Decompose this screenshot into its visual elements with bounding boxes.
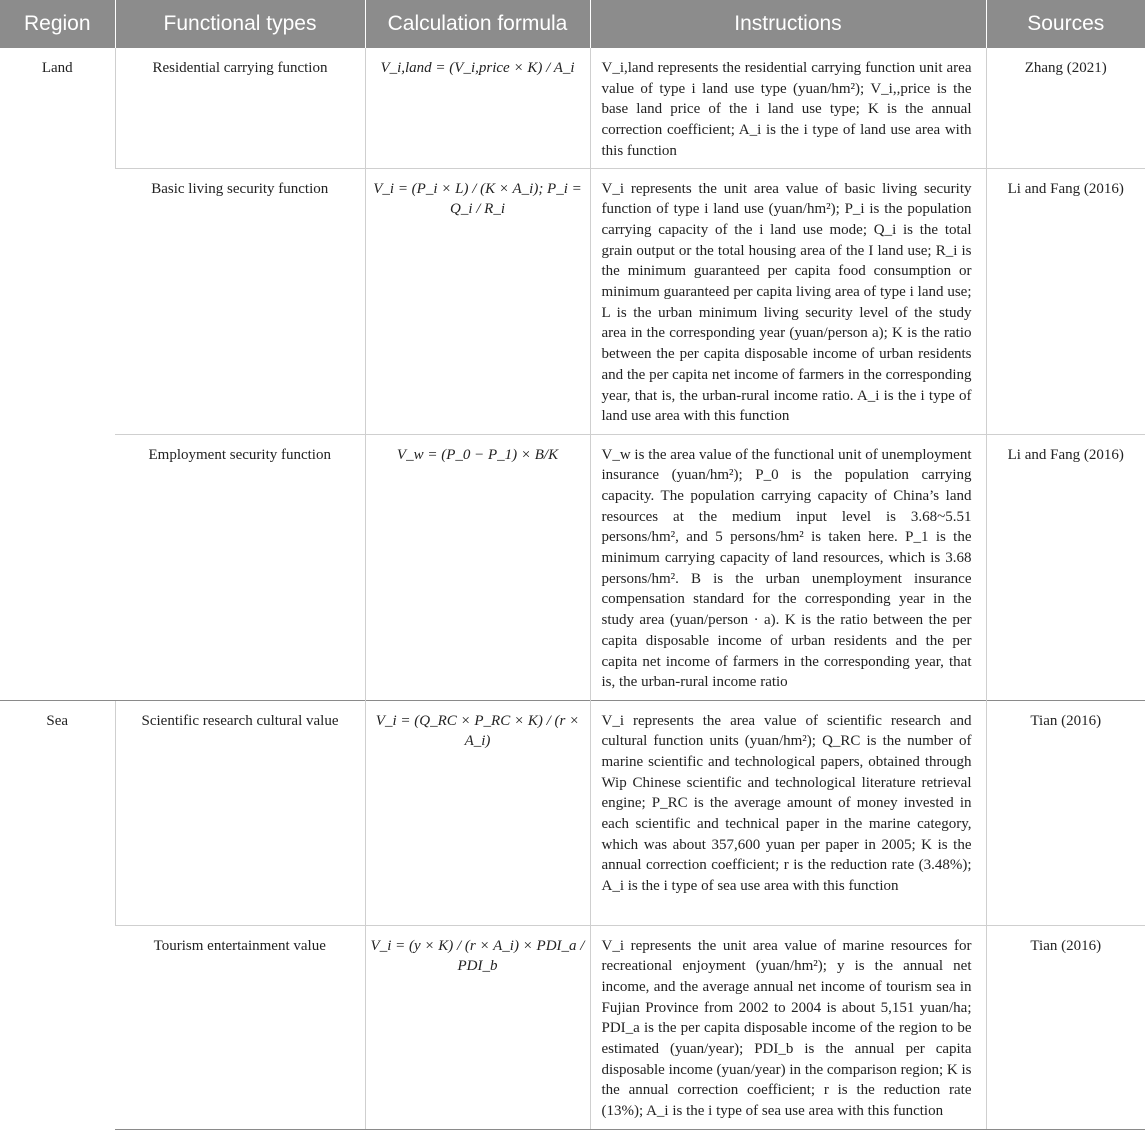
- table-row: [0, 925, 1145, 1129]
- header-functional-types: Functional types: [115, 0, 365, 48]
- functional-type: Basic living security function: [115, 168, 365, 434]
- formula-text: V_i = (y × K) / (r × A_i) × PDI_a / PDI_b: [370, 937, 585, 975]
- table-row: [0, 48, 1145, 168]
- formula: [365, 168, 590, 434]
- formula-text: V_w = (P_0 − P_1) × B/K: [396, 446, 559, 463]
- header-calculation-formula: Calculation formula: [365, 0, 590, 48]
- source: Tian (2016): [986, 925, 1145, 1129]
- formula: [365, 925, 590, 1129]
- region-sea: Sea: [0, 700, 115, 1129]
- instructions: V_i represents the unit area value of marine resources for recreational enjoyment (yuan/hm²); y is the annual net income, and the average annual net income of tourism sea in Fujian Province from 2002 to 2004 is about 5,151 yuan/ha; PDI_a is the per capita disposable income of the region to be estimated (yuan/year); PDI_b is the annual per capita disposable income (yuan/year) in the comparison region; K is the annual correction coefficient; r is the reduction rate (13%); A_i is the i type of sea use area with this function: [590, 925, 986, 1129]
- table-header-row: [0, 0, 1145, 48]
- instructions: V_i represents the area value of scientific research and cultural function units (yuan/hm²); Q_RC is the number of marine scientific and technological papers, obtained through Wip Chinese scientific and technological literature retrieval engine; P_RC is the average amount of money invested in each scientific and technical paper in the marine category, which was about 357,600 yuan per paper in 2005; K is the annual correction coefficient; r is the reduction rate (3.48%); A_i is the i type of sea use area with this function: [590, 700, 986, 925]
- instructions: V_w is the area value of the functional unit of unemployment insurance (yuan/hm²); P_0 is the population carrying capacity. The population carrying capacity of China’s land resources at the medium input level is 3.68~5.51 persons/hm², and 5 persons/hm² is taken here. P_1 is the minimum carrying capacity of land resources, which is 3.68 persons/hm². B is the urban unemployment insurance compensation standard for the corresponding year in the study area (yuan/person · a). K is the ratio between the per capita disposable income of urban residents and the per capita net income of farmers in the corresponding year, that is, the urban-rural income ratio: [590, 434, 986, 700]
- formula-text: V_i = (P_i × L) / (K × A_i); P_i = Q_i / R_i: [373, 180, 582, 218]
- region-land: Land: [41, 60, 73, 76]
- header-sources: Sources: [986, 0, 1145, 48]
- header-region: Region: [0, 0, 115, 48]
- source: Li and Fang (2016): [986, 168, 1145, 434]
- formula: [365, 434, 590, 700]
- header-instructions: Instructions: [590, 0, 986, 48]
- table-row: [0, 168, 1145, 434]
- source: Li and Fang (2016): [986, 434, 1145, 700]
- table-row: [0, 700, 1145, 925]
- instructions: V_i represents the unit area value of basic living security function of type i land use (yuan/hm²); P_i is the population carrying capacity of the i land use mode; Q_i is the total grain output or the total housing area of the I land use; R_i is the minimum guaranteed per capita food consumption or minimum guaranteed per capita living area of type i land use; L is the urban minimum living security level of the study area in the corresponding year (yuan/person a); K is the ratio between the per capita disposable income of urban residents and the per capita net income of farmers in the corresponding year, that is, the urban-rural income ratio. A_i is the i type of land use area with this function: [590, 168, 986, 434]
- instructions: V_i,land represents the residential carrying function unit area value of type i land use type (yuan/hm²); V_i,,price is the base land price of the i land use type; K is the annual correction coefficient; A_i is the i type of land use area with this function: [590, 48, 986, 168]
- table-row: [0, 434, 1145, 700]
- source: Tian (2016): [986, 700, 1145, 925]
- source: Zhang (2021): [986, 48, 1145, 168]
- functional-type: Tourism entertainment value: [115, 925, 365, 1129]
- formula: [365, 48, 590, 168]
- formula-text: V_i = (Q_RC × P_RC × K) / (r × A_i): [375, 712, 580, 750]
- functional-type: Scientific research cultural value: [115, 700, 365, 925]
- formula-text: V_i,land = (V_i,price × K) / A_i: [380, 60, 575, 76]
- functional-type: Employment security function: [115, 434, 365, 700]
- formula: [365, 700, 590, 925]
- functional-type: Residential carrying function: [115, 48, 365, 168]
